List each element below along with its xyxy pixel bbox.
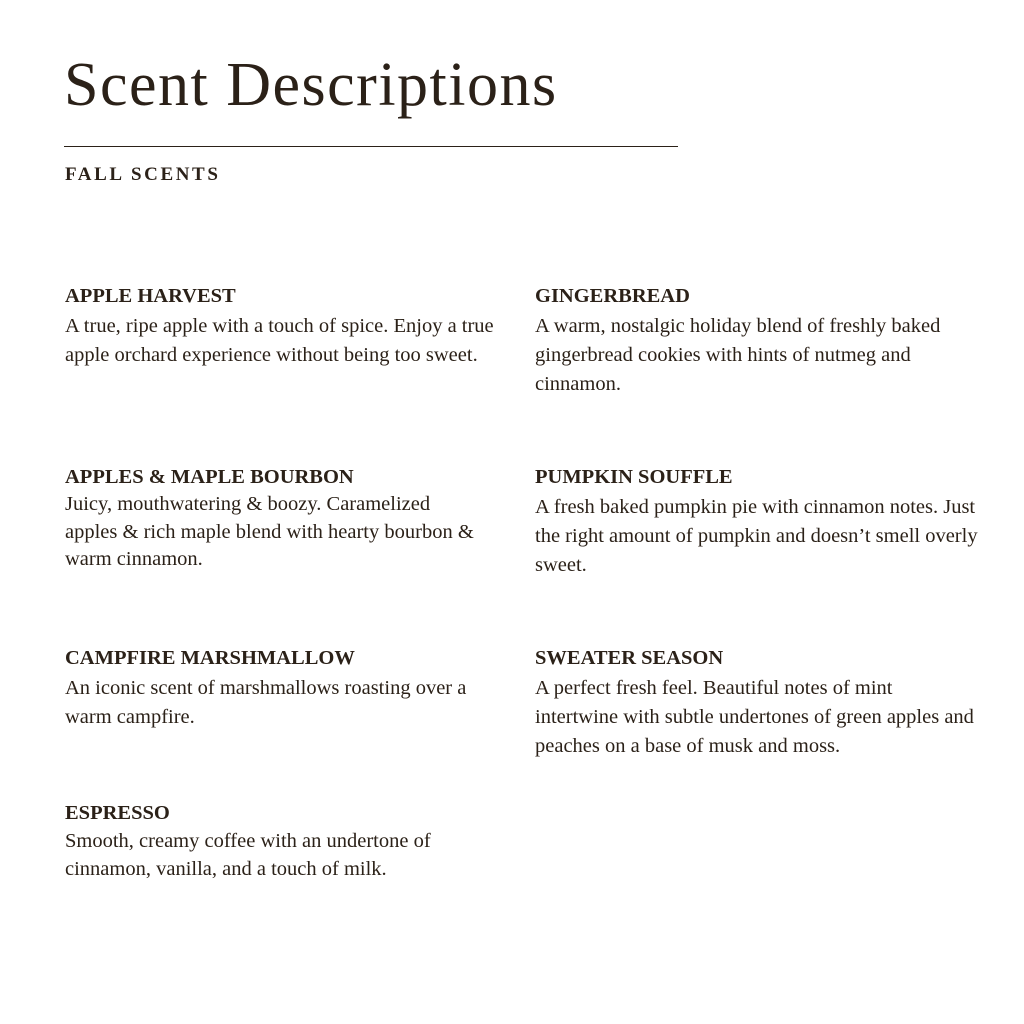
scent-description: Juicy, mouthwatering & boozy. Caramelized apples & rich maple blend with hearty bourbon & warm cinnamon. [65,493,474,570]
scent-description: A warm, nostalgic holiday blend of freshly baked gingerbread cookies with hints of nutmeg and cinnamon. [535,315,941,395]
scent-item-gingerbread [535,283,980,399]
scent-name: SWEATER SEASON [535,647,724,669]
title-divider [64,146,678,147]
page-title: Scent Descriptions [64,51,558,119]
scent-name: PUMPKIN SOUFFLE [535,466,733,488]
scent-name: ESPRESSO [65,802,170,824]
scent-description: A perfect fresh feel. Beautiful notes of mint intertwine with subtle undertones of green apples and peaches on a base of musk and moss. [535,677,974,757]
scent-item-sweater-season [535,645,980,761]
scent-description: A true, ripe apple with a touch of spice. Enjoy a true apple orchard experience without being too sweet. [65,315,494,366]
scent-name: GINGERBREAD [535,285,690,307]
scent-name: APPLE HARVEST [65,285,236,307]
scent-name: APPLES & MAPLE BOURBON [65,466,354,488]
scent-item-campfire-marshmallow [65,645,503,732]
scent-description: Smooth, creamy coffee with an undertone of cinnamon, vanilla, and a touch of milk. [65,830,431,880]
scent-item-espresso [65,800,503,883]
scent-item-apples-maple-bourbon [65,464,503,574]
scent-item-apple-harvest [65,283,503,370]
scent-description: An iconic scent of marshmallows roasting over a warm campfire. [65,677,467,728]
section-label: FALL SCENTS [65,164,221,185]
scent-name: CAMPFIRE MARSHMALLOW [65,647,355,669]
scent-item-pumpkin-souffle [535,464,980,580]
scent-description: A fresh baked pumpkin pie with cinnamon notes. Just the right amount of pumpkin and doesn’t smell overly sweet. [535,496,978,576]
